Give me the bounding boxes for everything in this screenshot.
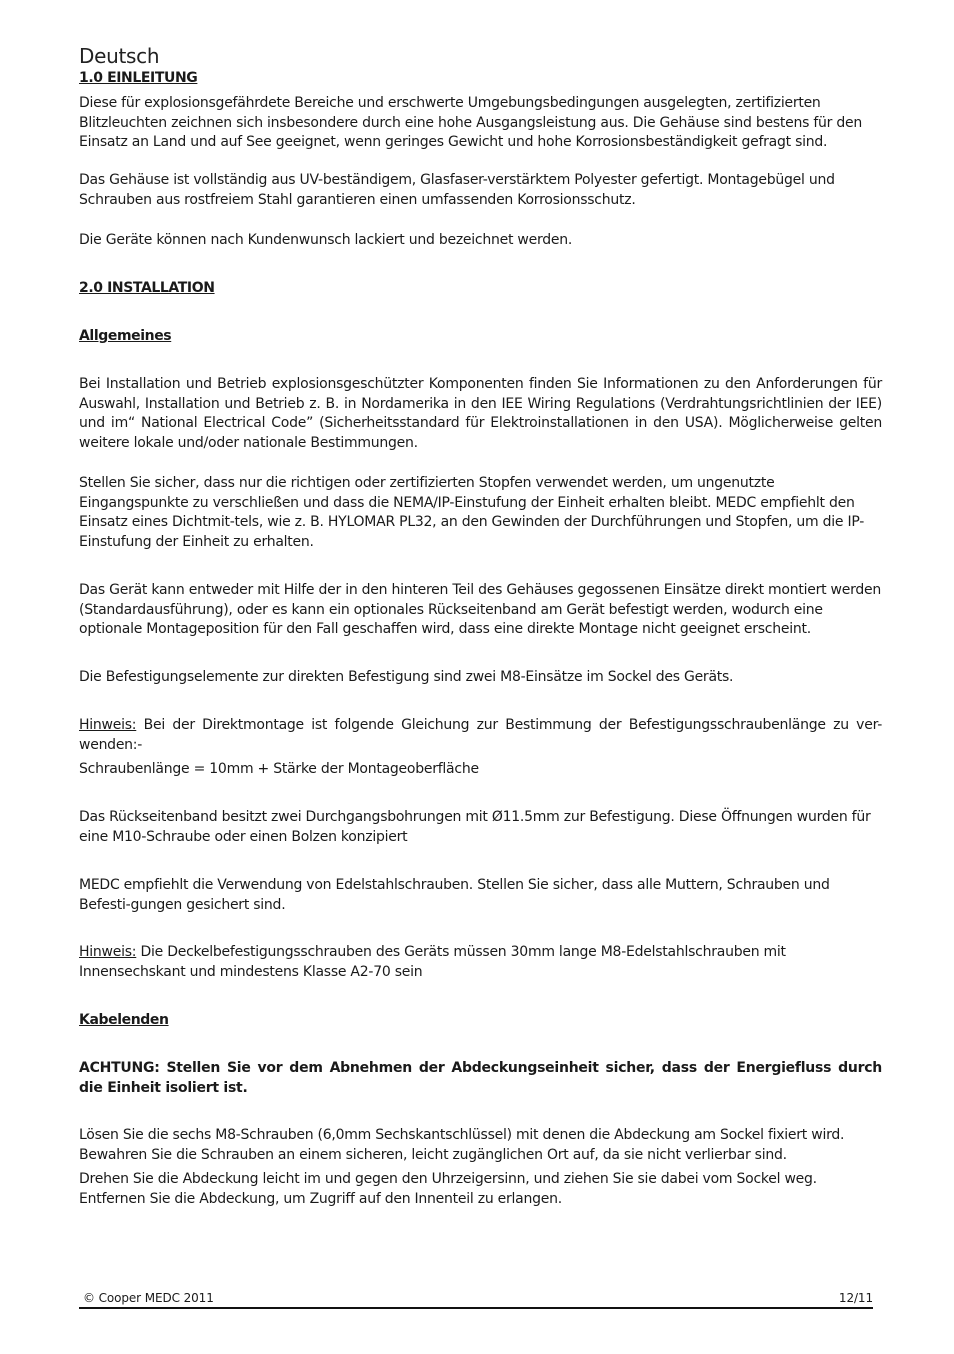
paragraph-installation-7: Lösen Sie die sechs M8-Schrauben (6,0mm Sechskantschlüssel) mit denen die Abdeckung am Sockel fixiert wird. Bewahren Sie die Schrauben an einem sicheren, leicht zugänglichen Ort auf, da sie nicht verlierbar sind. <box>79 1127 845 1163</box>
paragraph-installation-8: Drehen Sie die Abdeckung leicht im und gegen den Uhrzeigersinn, und ziehen Sie sie dabei vom Sockel weg. Entfernen Sie die Abdeckung, um Zugriff auf den Innenteil zu erlangen. <box>79 1171 817 1207</box>
note-direct-mounting <box>79 716 882 755</box>
formula-screw-length: Schraubenlänge = 10mm + Stärke der Montageoberfläche <box>79 761 479 777</box>
paragraph-installation-3: Das Gerät kann entweder mit Hilfe der in den hinteren Teil des Gehäuses gegossenen Einsätze direkt montiert werden (Standardausführung), oder es kann ein optionales Rückseitenband am Gerät befestigt werden, wodurch eine optionale Montageposition für den Fall geschaffen wird, dass eine direkte Montage nicht geeignet erscheint. <box>79 582 881 638</box>
subheading-allgemeines: Allgemeines <box>79 328 172 344</box>
paragraph-intro-1: Diese für explosionsgefährdete Bereiche und erschwerte Umgebungsbedingungen ausgelegten, zertifizierten Blitzleuchten zeichnen sich insbesondere durch eine hohe Ausgangsleistung aus. Die Gehäuse sind bestens für den Einsatz an Land und auf See geeignet, wenn geringes Gewicht und hohe Korrosionsbeständigkeit gefragt sind. <box>79 95 862 151</box>
subheading-kabelenden: Kabelenden <box>79 1012 169 1028</box>
section-heading-installation: 2.0 INSTALLATION <box>79 280 215 296</box>
footer-copyright: © Cooper MEDC 2011 <box>83 1291 214 1305</box>
warning-text: ACHTUNG: Stellen Sie vor dem Abnehmen der Abdeckungseinheit sicher, dass der Energiefluss durch die Einheit isoliert ist. <box>79 1060 882 1096</box>
language-heading: Deutsch <box>79 44 160 68</box>
note-text: Bei der Direktmontage ist folgende Gleichung zur Bestimmung der Befestigungsschraubenlänge zu ver-wenden:- <box>79 717 882 753</box>
paragraph-intro-2: Das Gehäuse ist vollständig aus UV-beständigem, Glasfaser-verstärktem Polyester gefertigt. Montagebügel und Schrauben aus rostfreiem Stahl garantieren einen umfassenden Korrosionsschutz. <box>79 172 835 208</box>
paragraph-intro-3: Die Geräte können nach Kundenwunsch lackiert und bezeichnet werden. <box>79 232 573 248</box>
note-cover-screws <box>79 943 882 982</box>
note-text: Die Deckelbefestigungsschrauben des Geräts müssen 30mm lange M8-Edelstahlschrauben mit Innensechskant und mindestens Klasse A2-70 sein <box>79 944 786 980</box>
paragraph-installation-6: MEDC empfiehlt die Verwendung von Edelstahlschrauben. Stellen Sie sicher, dass alle Muttern, Schrauben und Befesti-gungen gesichert sind. <box>79 877 830 913</box>
footer-divider <box>79 1307 873 1309</box>
paragraph-installation-2: Stellen Sie sicher, dass nur die richtigen oder zertifizierten Stopfen verwendet werden, um ungenutzte Eingangspunkte zu verschließen und dass die NEMA/IP-Einstufung der Einheit erhalten bleibt. MEDC empfiehlt den Einsatz eines Dichtmit-tels, wie z. B. HYLOMAR PL32, an den Gewinden der Durchführungen und Stopfen, um die IP-Einstufung der Einheit zu erhalten. <box>79 475 865 551</box>
note-label: Hinweis: <box>79 717 137 733</box>
footer-page-number: 12/11 <box>838 1291 873 1305</box>
paragraph-installation-1: Bei Installation und Betrieb explosionsgeschützter Komponenten finden Sie Informationen zu den Anforderungen für Auswahl, Installation und Betrieb z. B. in Nordamerika in den IEE Wiring Regulations (Verdrahtungsrichtlinien der IEE) und im“ National Electrical Code” (Sicherheitsstandard für Elektroinstallationen in den USA). Möglicherweise gelten weitere lokale und/oder nationale Bestimmungen. <box>79 376 882 452</box>
paragraph-installation-5: Das Rückseitenband besitzt zwei Durchgangsbohrungen mit Ø11.5mm zur Befestigung. Diese Öffnungen wurden für eine M10-Schraube oder einen Bolzen konzipiert <box>79 809 871 845</box>
section-heading-einleitung: 1.0 EINLEITUNG <box>79 70 198 86</box>
note-label: Hinweis: <box>79 944 137 960</box>
paragraph-installation-4: Die Befestigungselemente zur direkten Befestigung sind zwei M8-Einsätze im Sockel des Geräts. <box>79 669 734 685</box>
